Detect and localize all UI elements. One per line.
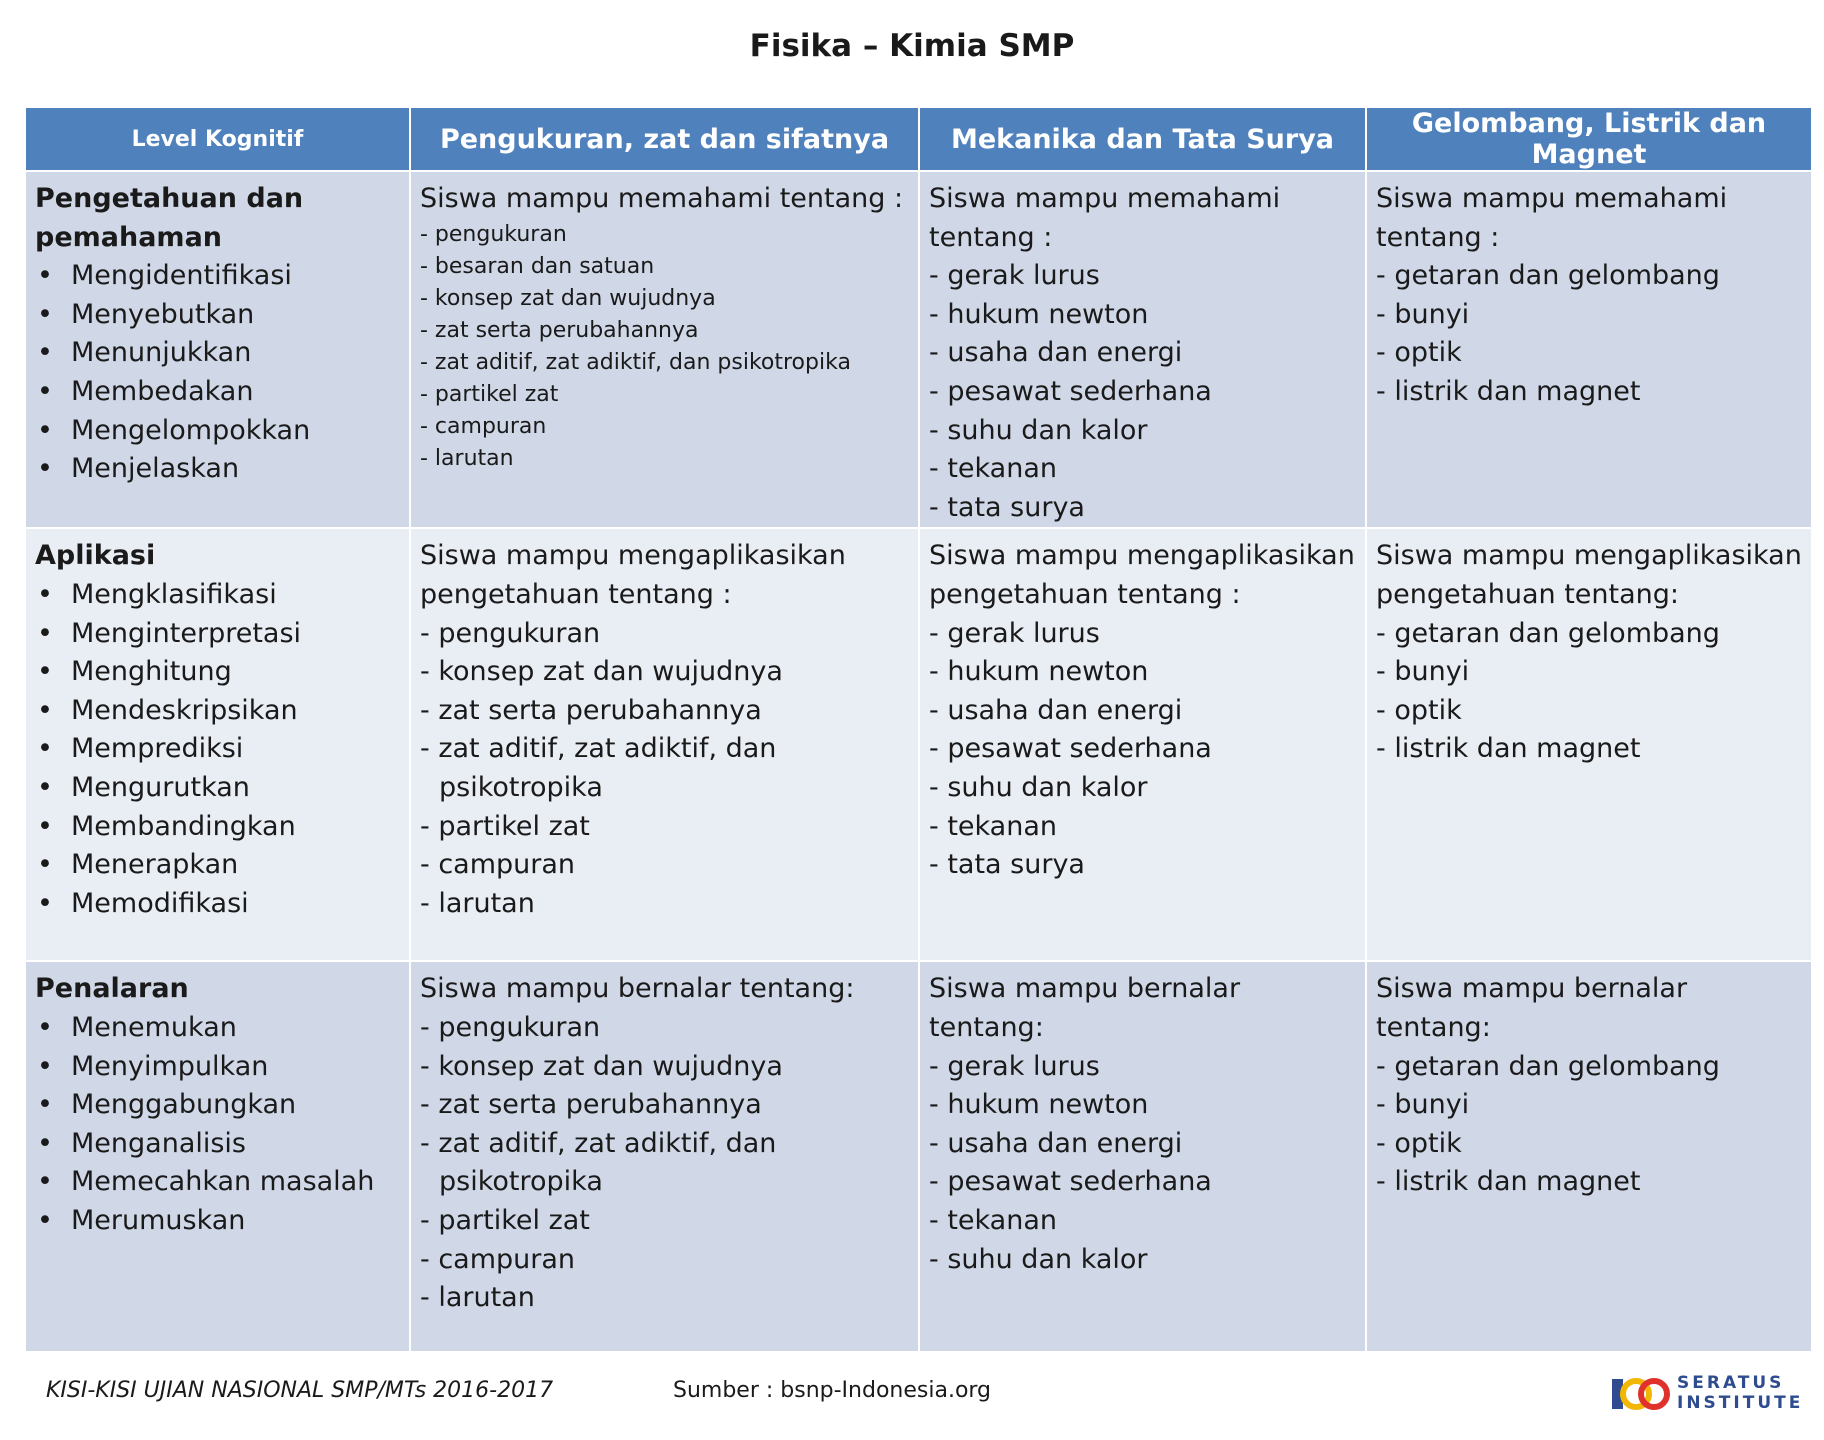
content-cell: [410, 528, 919, 961]
level-cell: [25, 528, 410, 961]
list-item: - listrik dan magnet: [1376, 375, 1641, 407]
cell-intro: Siswa mampu mengaplikasikan pengetahuan tentang :: [420, 540, 846, 610]
list-item: - partikel zat: [420, 810, 590, 842]
list-item: - tekanan: [929, 810, 1057, 842]
list-item: - pesawat sederhana: [929, 375, 1212, 407]
list-item: - usaha dan energi: [929, 337, 1183, 369]
list-item: - zat aditif, zat adiktif, dan: [420, 1127, 777, 1159]
list-item: • Mengklasifikasi: [37, 578, 277, 610]
list-item: • Menyimpulkan: [37, 1050, 269, 1082]
list-item: • Memodifikasi: [37, 887, 249, 919]
list-item: • Menerapkan: [37, 849, 239, 881]
list-item: - suhu dan kalor: [929, 414, 1148, 446]
content-cell: [919, 528, 1366, 961]
list-item: - hukum newton: [929, 298, 1149, 330]
level-cell: [25, 961, 410, 1352]
list-item: - gerak lurus: [929, 617, 1100, 649]
list-item: - gerak lurus: [929, 1050, 1100, 1082]
list-item: • Mengurutkan: [37, 771, 250, 803]
list-item: - getaran dan gelombang: [1376, 1050, 1720, 1082]
list-item: - partikel zat: [420, 381, 559, 407]
footer-caption: KISI-KISI UJIAN NASIONAL SMP/MTs 2016-2017: [46, 1378, 554, 1403]
list-item: - tata surya: [929, 849, 1085, 881]
level-list: [35, 257, 400, 489]
cell-intro: Siswa mampu bernalar tentang:: [929, 973, 1241, 1043]
content-cell: [410, 171, 919, 528]
list-item: • Membedakan: [37, 375, 254, 407]
list-item: • Mendeskripsikan: [37, 694, 298, 726]
list-item: - pengukuran: [420, 221, 567, 247]
list-item: - besaran dan satuan: [420, 253, 655, 279]
list-item: - zat serta perubahannya: [420, 1089, 762, 1121]
list-item: - suhu dan kalor: [929, 1243, 1148, 1275]
cell-intro: Siswa mampu bernalar tentang:: [1376, 973, 1688, 1043]
header-row: [25, 107, 1812, 171]
list-item: - konsep zat dan wujudnya: [420, 285, 716, 311]
list-item: - zat aditif, zat adiktif, dan: [420, 733, 777, 765]
logo-text-line2: INSTITUTE: [1677, 1393, 1804, 1413]
list-item: • Menemukan: [37, 1011, 237, 1043]
list-item: - suhu dan kalor: [929, 771, 1148, 803]
list-item: - pesawat sederhana: [929, 733, 1212, 765]
page-title: Fisika – Kimia SMP: [749, 28, 1075, 64]
list-item: • Menganalisis: [37, 1127, 246, 1159]
content-cell: [1366, 171, 1812, 528]
list-item: • Mengidentifikasi: [37, 260, 292, 292]
list-item: - getaran dan gelombang: [1376, 617, 1720, 649]
list-item: - hukum newton: [929, 1089, 1149, 1121]
list-item: - bunyi: [1376, 656, 1470, 688]
list-item: - zat serta perubahannya: [420, 317, 699, 343]
list-item: - campuran: [420, 1243, 576, 1275]
list-item: - pengukuran: [420, 617, 601, 649]
list-item: - bunyi: [1376, 298, 1470, 330]
list-item: • Membandingkan: [37, 810, 296, 842]
list-item: - pesawat sederhana: [929, 1166, 1212, 1198]
list-item: • Mengelompokkan: [37, 414, 311, 446]
level-title: Aplikasi: [35, 540, 156, 572]
content-cell: [919, 961, 1366, 1352]
list-item: • Menggabungkan: [37, 1089, 297, 1121]
table-row: [25, 171, 1812, 528]
list-item: • Menyebutkan: [37, 298, 255, 330]
content-cell: [410, 961, 919, 1352]
list-item: - tata surya: [929, 491, 1085, 523]
list-item: - zat serta perubahannya: [420, 694, 762, 726]
header-level: Level Kognitif: [25, 107, 410, 171]
list-item: • Merumuskan: [37, 1204, 246, 1236]
list-item: - konsep zat dan wujudnya: [420, 1050, 783, 1082]
list-item: - gerak lurus: [929, 260, 1100, 292]
list-item: - larutan: [420, 445, 514, 471]
list-item: - optik: [1376, 694, 1462, 726]
list-item: - konsep zat dan wujudnya: [420, 656, 783, 688]
logo-text-line1: SERATUS: [1677, 1373, 1785, 1393]
header-col-2: Mekanika dan Tata Surya: [919, 107, 1366, 171]
list-item: - zat aditif, zat adiktif, dan psikotropika: [420, 349, 851, 375]
list-item: - pengukuran: [420, 1011, 601, 1043]
list-item: • Memprediksi: [37, 733, 244, 765]
list-item: - bunyi: [1376, 1089, 1470, 1121]
list-item: - partikel zat: [420, 1204, 590, 1236]
list-item: - campuran: [420, 413, 547, 439]
level-list: [35, 576, 400, 923]
footer-source: Sumber : bsnp-Indonesia.org: [673, 1378, 992, 1403]
list-item: - tekanan: [929, 453, 1057, 485]
list-item: • Memecahkan masalah: [37, 1166, 375, 1198]
list-item: - tekanan: [929, 1204, 1057, 1236]
cell-intro: Siswa mampu mengaplikasikan pengetahuan tentang :: [929, 540, 1355, 610]
list-item: - usaha dan energi: [929, 694, 1183, 726]
list-item: - optik: [1376, 337, 1462, 369]
list-item: - usaha dan energi: [929, 1127, 1183, 1159]
list-item: • Menjelaskan: [37, 453, 240, 485]
header-col-3: Gelombang, Listrik dan Magnet: [1366, 107, 1812, 171]
list-item: • Menunjukkan: [37, 337, 252, 369]
kisi-kisi-table: [24, 106, 1813, 1353]
cell-intro: Siswa mampu memahami tentang :: [420, 183, 904, 214]
list-item: psikotropika: [439, 1166, 603, 1198]
list-item: - optik: [1376, 1127, 1462, 1159]
list-item: - listrik dan magnet: [1376, 733, 1641, 765]
level-title: Pengetahuan dan pemahaman: [35, 183, 304, 253]
list-item: psikotropika: [439, 771, 603, 803]
cell-intro: Siswa mampu bernalar tentang:: [420, 973, 855, 1005]
table-row: [25, 528, 1812, 961]
level-title: Penalaran: [35, 973, 189, 1005]
content-cell: [1366, 528, 1812, 961]
content-cell: [919, 171, 1366, 528]
level-list: [35, 1009, 400, 1241]
list-item: - larutan: [420, 1282, 535, 1314]
list-item: - hukum newton: [929, 656, 1149, 688]
header-col-1: Pengukuran, zat dan sifatnya: [410, 107, 919, 171]
cell-intro: Siswa mampu memahami tentang :: [1376, 183, 1728, 253]
table-row: [25, 961, 1812, 1352]
list-item: • Menginterpretasi: [37, 617, 302, 649]
content-cell: [1366, 961, 1812, 1352]
list-item: • Menghitung: [37, 656, 232, 688]
list-item: - listrik dan magnet: [1376, 1166, 1641, 1198]
list-item: - getaran dan gelombang: [1376, 260, 1720, 292]
logo-rings-icon: [1610, 1372, 1674, 1416]
list-item: - larutan: [420, 887, 535, 919]
list-item: - campuran: [420, 849, 576, 881]
seratus-institute-logo: [1610, 1372, 1804, 1416]
level-cell: [25, 171, 410, 528]
cell-intro: Siswa mampu mengaplikasikan pengetahuan tentang:: [1376, 540, 1802, 610]
cell-intro: Siswa mampu memahami tentang :: [929, 183, 1281, 253]
